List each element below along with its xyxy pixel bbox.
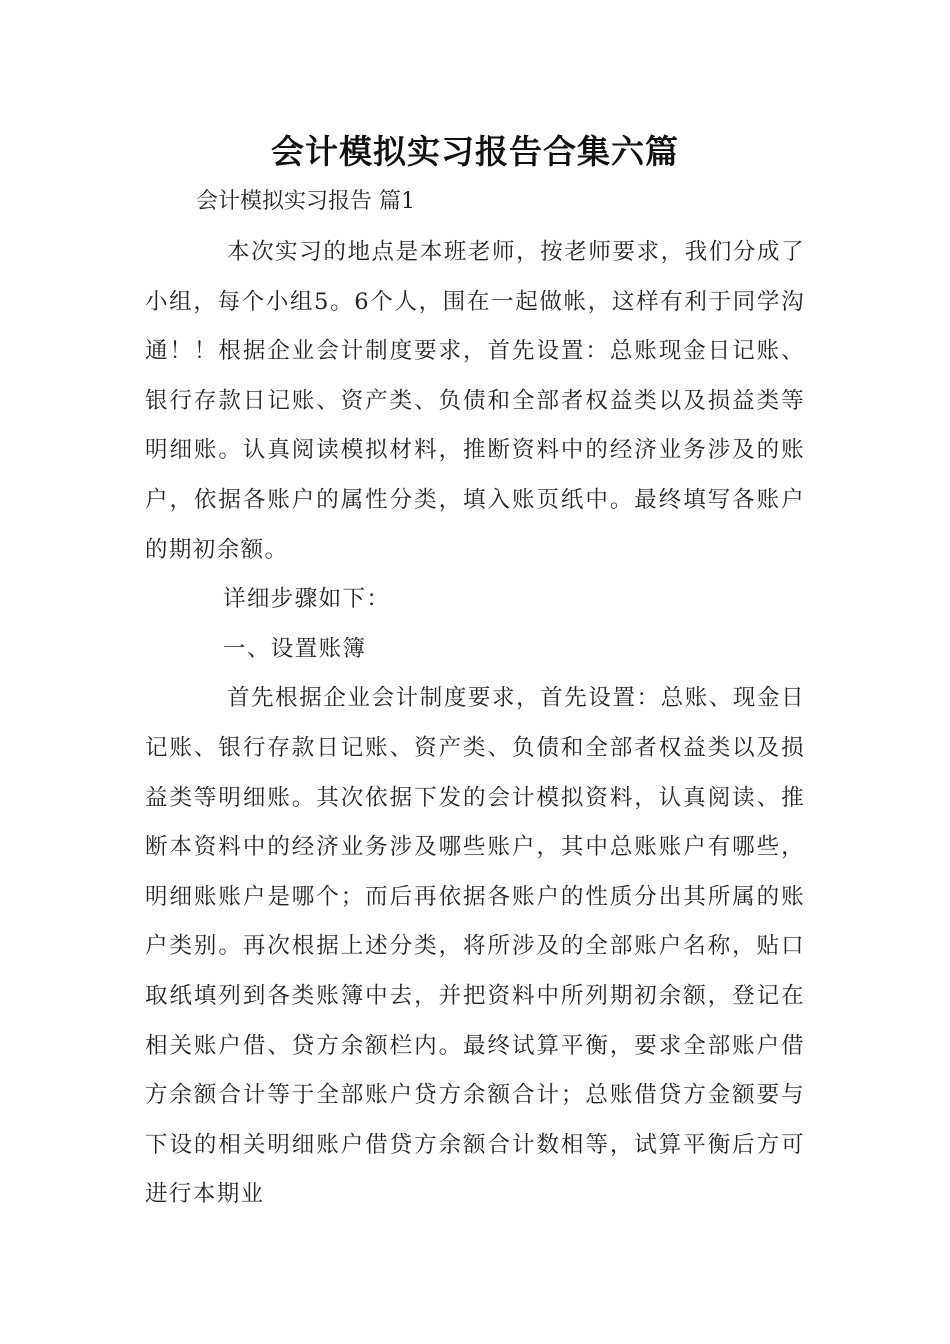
section-heading-setup-ledgers: 一、设置账簿 xyxy=(223,635,367,662)
document-body xyxy=(145,228,805,1220)
paragraph-setup-ledgers: 首先根据企业会计制度要求，首先设置：总账、现金日记账、银行存款日记账、资产类、负债和全部者权益类以及损益类等明细账。其次依据下发的会计模拟资料，认真阅读、推断本资料中的经济业务涉及哪些账户，其中总账账户有哪些，明细账账户是哪个；而后再依据各账户的性质分出其所属的账户类别。再次根据上述分类，将所涉及的全部账户名称，贴口取纸填列到各类账簿中去，并把资料中所列期初余额，登记在相关账户借、贷方余额栏内。最终试算平衡，要求全部账户借方余额合计等于全部账户贷方余额合计；总账借贷方金额要与下设的相关明细账户借贷方余额合计数相等，试算平衡后方可进行本期业 xyxy=(145,685,805,1208)
document-title: 会计模拟实习报告合集六篇 xyxy=(271,132,679,171)
document-subtitle: 会计模拟实习报告 篇1 xyxy=(196,189,415,214)
paragraph-steps-heading: 详细步骤如下： xyxy=(223,586,391,613)
paragraph-intro: 本次实习的地点是本班老师，按老师要求，我们分成了小组，每个小组5。6个人，围在一起做帐，这样有利于同学沟通！！根据企业会计制度要求，首先设置：总账现金日记账、银行存款日记账、资产类、负债和全部者权益类以及损益类等明细账。认真阅读模拟材料，推断资料中的经济业务涉及的账户，依据各账户的属性分类，填入账页纸中。最终填写各账户的期初余额。 xyxy=(145,239,805,563)
